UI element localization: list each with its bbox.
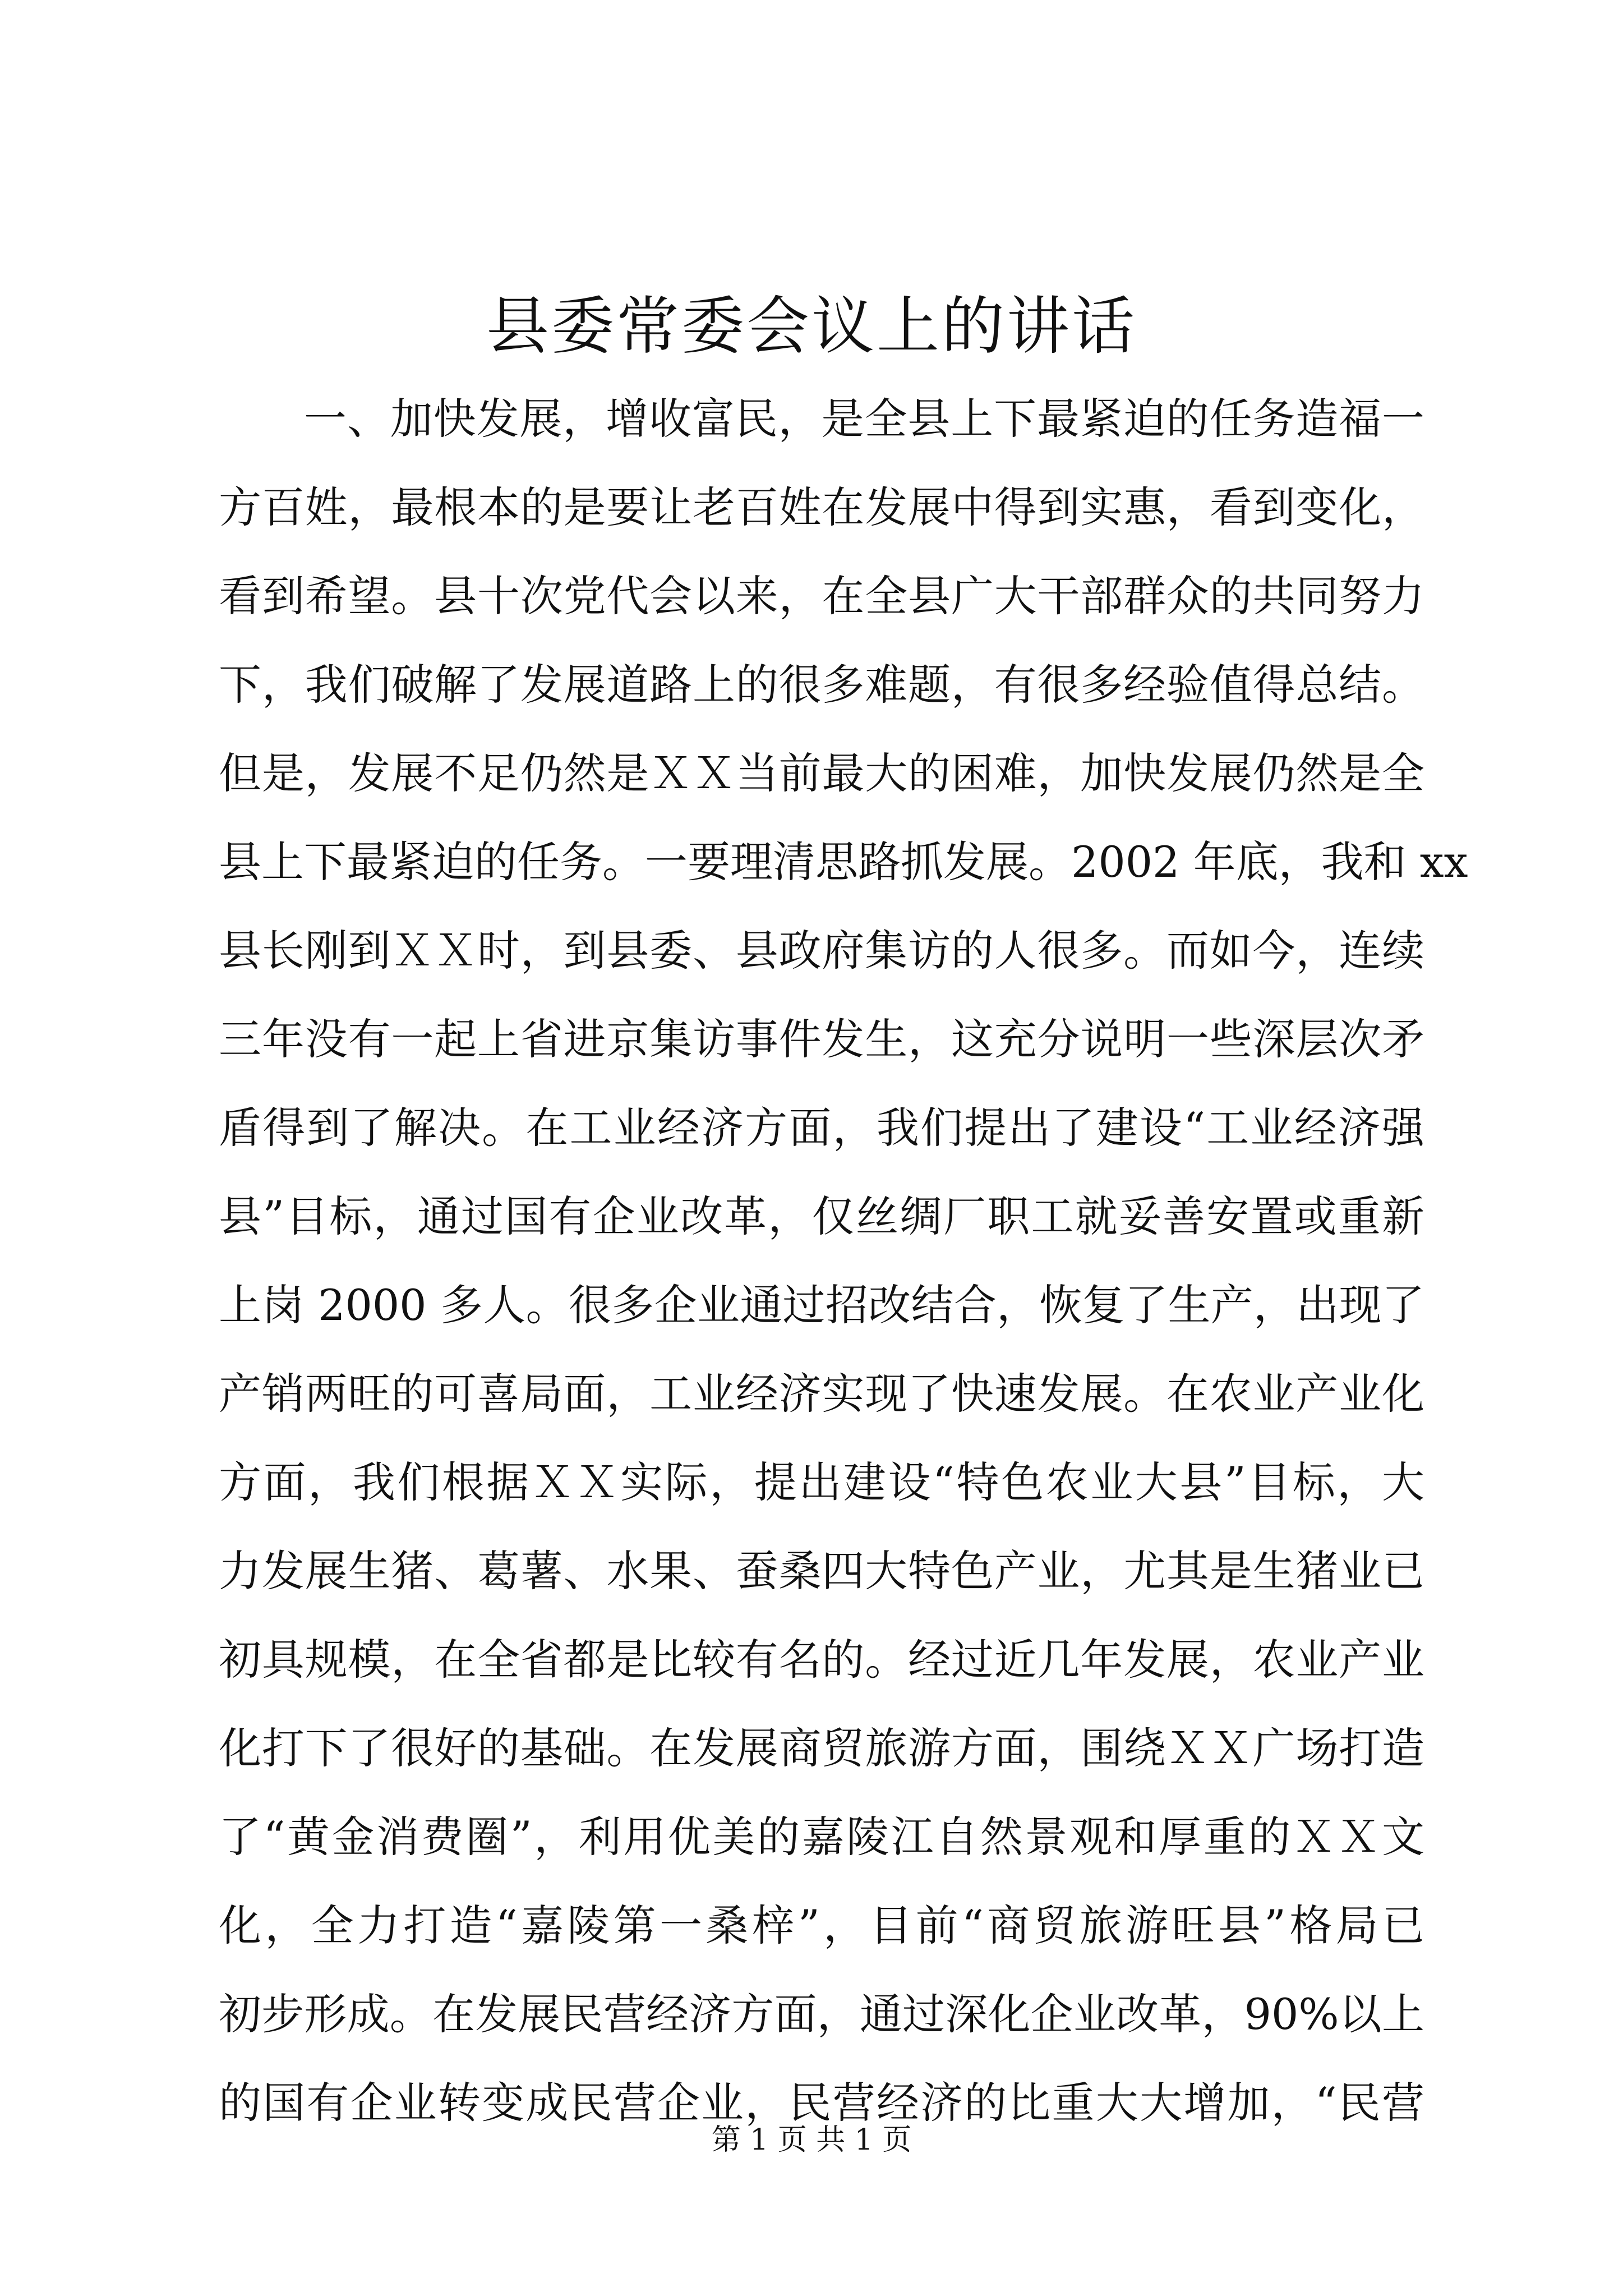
body-line: 盾得到了解决。在工业经济方面，我们提出了建设“工业经济强: [219, 1103, 1424, 1153]
body-line: 一、加快发展，增收富民，是全县上下最紧迫的任务造福一: [304, 394, 1424, 444]
body-line: 化，全力打造“嘉陵第一桑梓”，目前“商贸旅游旺县”格局已: [219, 1901, 1424, 1950]
body-line: 方百姓，最根本的是要让老百姓在发展中得到实惠，看到变化，: [219, 482, 1424, 532]
body-line: 但是，发展不足仍然是ＸＸ当前最大的困难，加快发展仍然是全: [219, 748, 1424, 798]
body-line: 力发展生猪、葛薯、水果、蚕桑四大特色产业，尤其是生猪业已: [219, 1546, 1424, 1596]
body-line: 初具规模，在全省都是比较有名的。经过近几年发展，农业产业: [219, 1635, 1424, 1685]
body-line: 县”目标，通过国有企业改革，仅丝绸厂职工就妥善安置或重新: [219, 1191, 1424, 1241]
document-title: 县委常委会议上的讲话: [486, 290, 1137, 363]
body-line: 县上下最紧迫的任务。一要理清思路抓发展。2002 年底，我和 xx: [219, 837, 1468, 887]
body-line: 看到希望。县十次党代会以来，在全县广大干部群众的共同努力: [219, 571, 1424, 621]
page-footer: 第 1 页 共 1 页: [711, 2123, 912, 2157]
document-body: [219, 375, 1468, 2147]
body-line: 产销两旺的可喜局面，工业经济实现了快速发展。在农业产业化: [219, 1369, 1424, 1419]
body-line: 下，我们破解了发展道路上的很多难题，有很多经验值得总结。: [219, 660, 1424, 710]
body-line: 上岗 2000 多人。很多企业通过招改结合，恢复了生产，出现了: [219, 1280, 1424, 1330]
body-line: 初步形成。在发展民营经济方面，通过深化企业改革，90%以上: [219, 1989, 1424, 2039]
body-line: 了“黄金消费圈”，利用优美的嘉陵江自然景观和厚重的ＸＸ文: [219, 1812, 1424, 1862]
body-line: 县长刚到ＸＸ时，到县委、县政府集访的人很多。而如今，连续: [219, 926, 1424, 976]
body-line: 化打下了很好的基础。在发展商贸旅游方面，围绕ＸＸ广场打造: [219, 1723, 1424, 1773]
body-line: 三年没有一起上省进京集访事件发生，这充分说明一些深层次矛: [219, 1014, 1424, 1064]
body-line: 方面，我们根据ＸＸ实际，提出建设“特色农业大县”目标，大: [219, 1457, 1424, 1507]
body-line: 的国有企业转变成民营企业，民营经济的比重大大增加，“民营: [219, 2078, 1424, 2128]
